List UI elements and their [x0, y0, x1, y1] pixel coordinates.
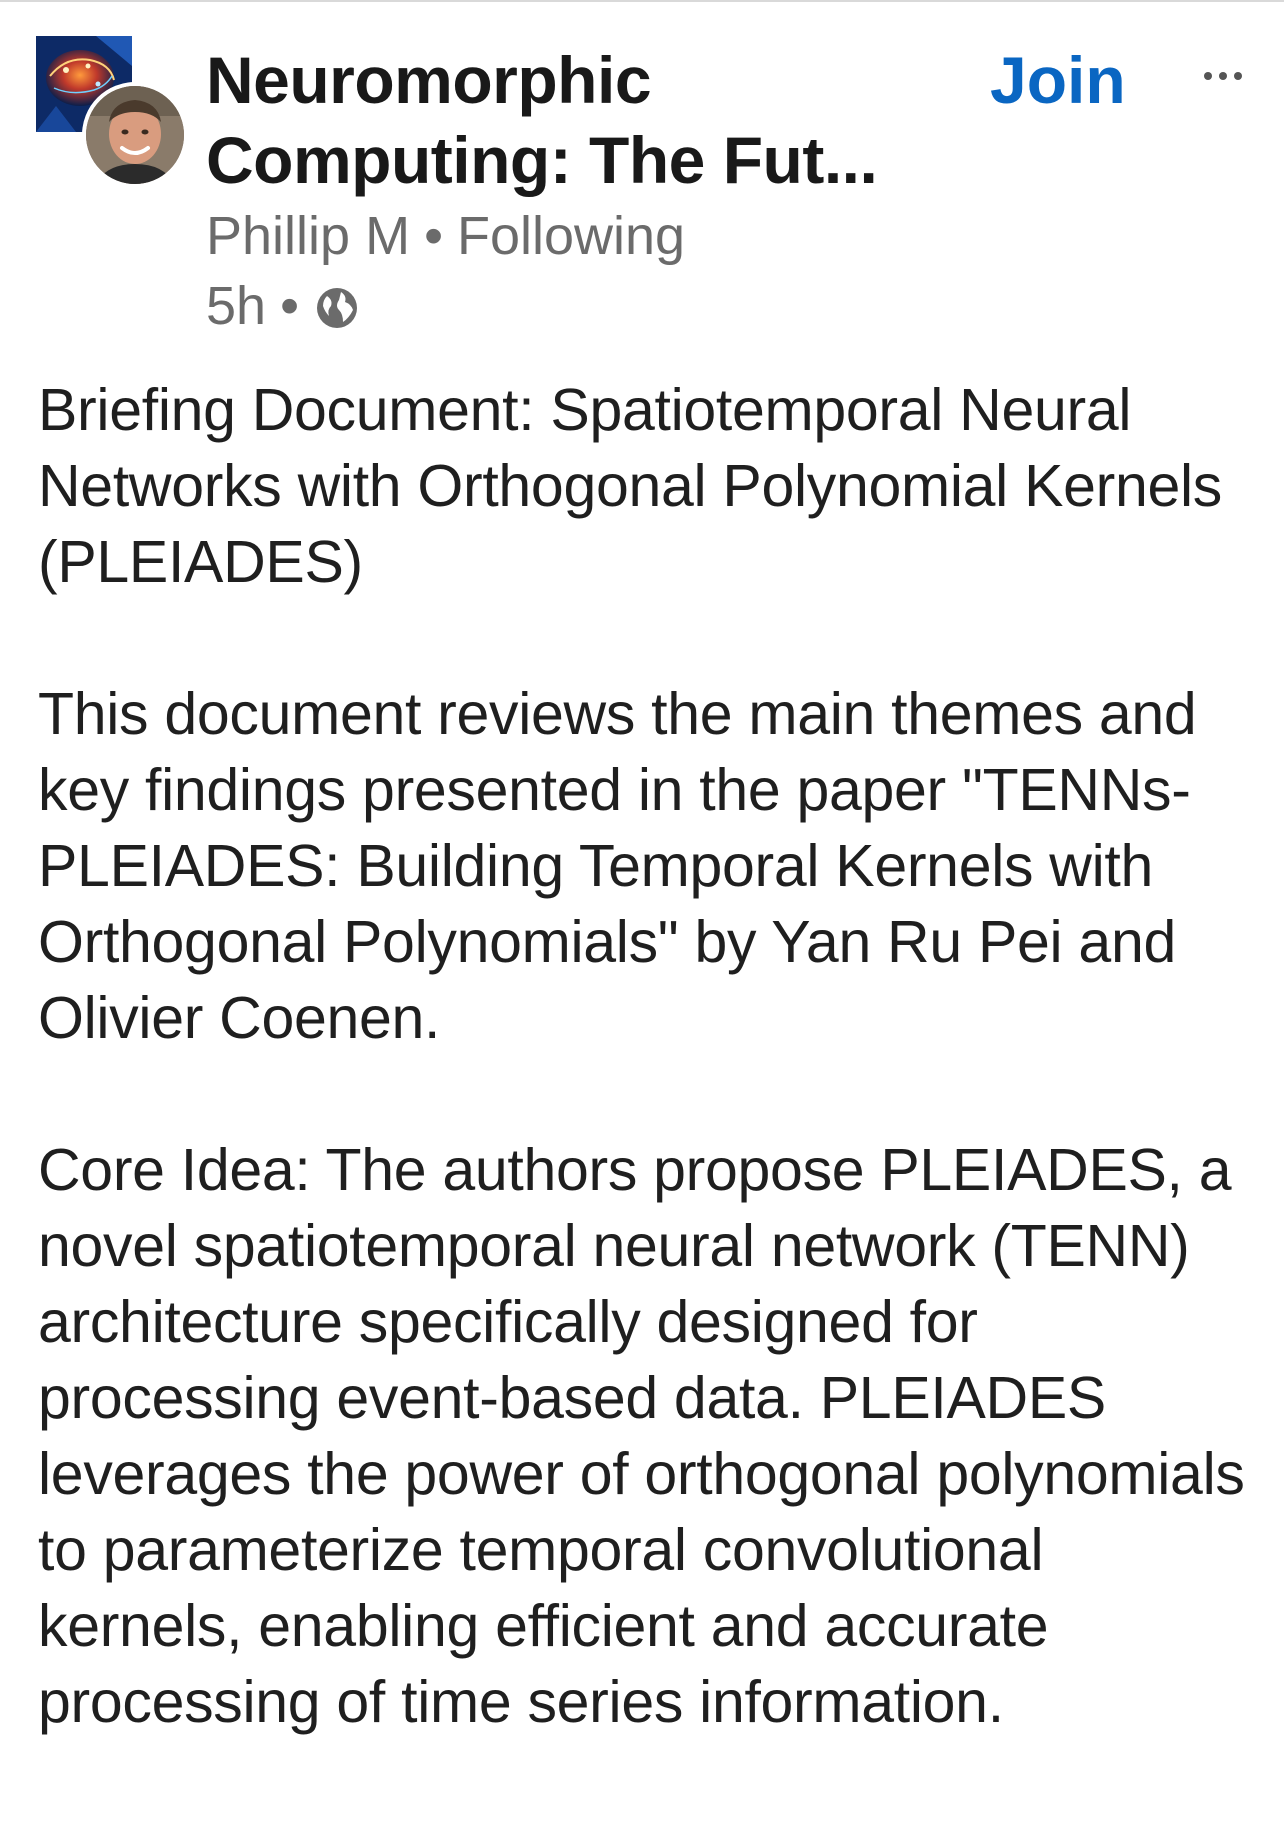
- join-button[interactable]: Join: [990, 43, 1126, 117]
- post-paragraph-core-idea: Core Idea: The authors propose PLEIADES, a novel spatiotemporal neural network (TENN) architecture specifically designed for processing event-based data. PLEIADES leverages the power of orthogonal polynomials to parameterize temporal convolutional kernels, enabling efficient and accurate processing of time series information.: [38, 1137, 1245, 1735]
- separator-dot: •: [280, 276, 299, 336]
- user-avatar[interactable]: [82, 82, 188, 188]
- globe-icon: [313, 284, 361, 332]
- more-options-icon[interactable]: [1200, 60, 1246, 90]
- author-line: [206, 204, 685, 268]
- author-name[interactable]: Phillip M: [206, 206, 411, 266]
- post-paragraph-intro: This document reviews the main themes and key findings presented in the paper "TENNs-PLEIADES: Building Temporal Kernels with Orthogonal Polynomials" by Yan Ru Pei and Olivier Coenen.: [38, 681, 1197, 1051]
- post-time: 5h: [206, 276, 267, 336]
- timestamp-line: [206, 274, 361, 338]
- post-header: [0, 0, 1284, 340]
- user-portrait: [86, 86, 184, 184]
- post-body: [38, 372, 1253, 1740]
- post-paragraph-title: Briefing Document: Spatiotemporal Neural Networks with Orthogonal Polynomial Kernels (PLEIADES): [38, 377, 1223, 595]
- follow-status[interactable]: Following: [456, 206, 686, 266]
- group-title[interactable]: Neuromorphic Computing: The Fut...: [206, 43, 878, 197]
- separator-dot: •: [424, 206, 443, 266]
